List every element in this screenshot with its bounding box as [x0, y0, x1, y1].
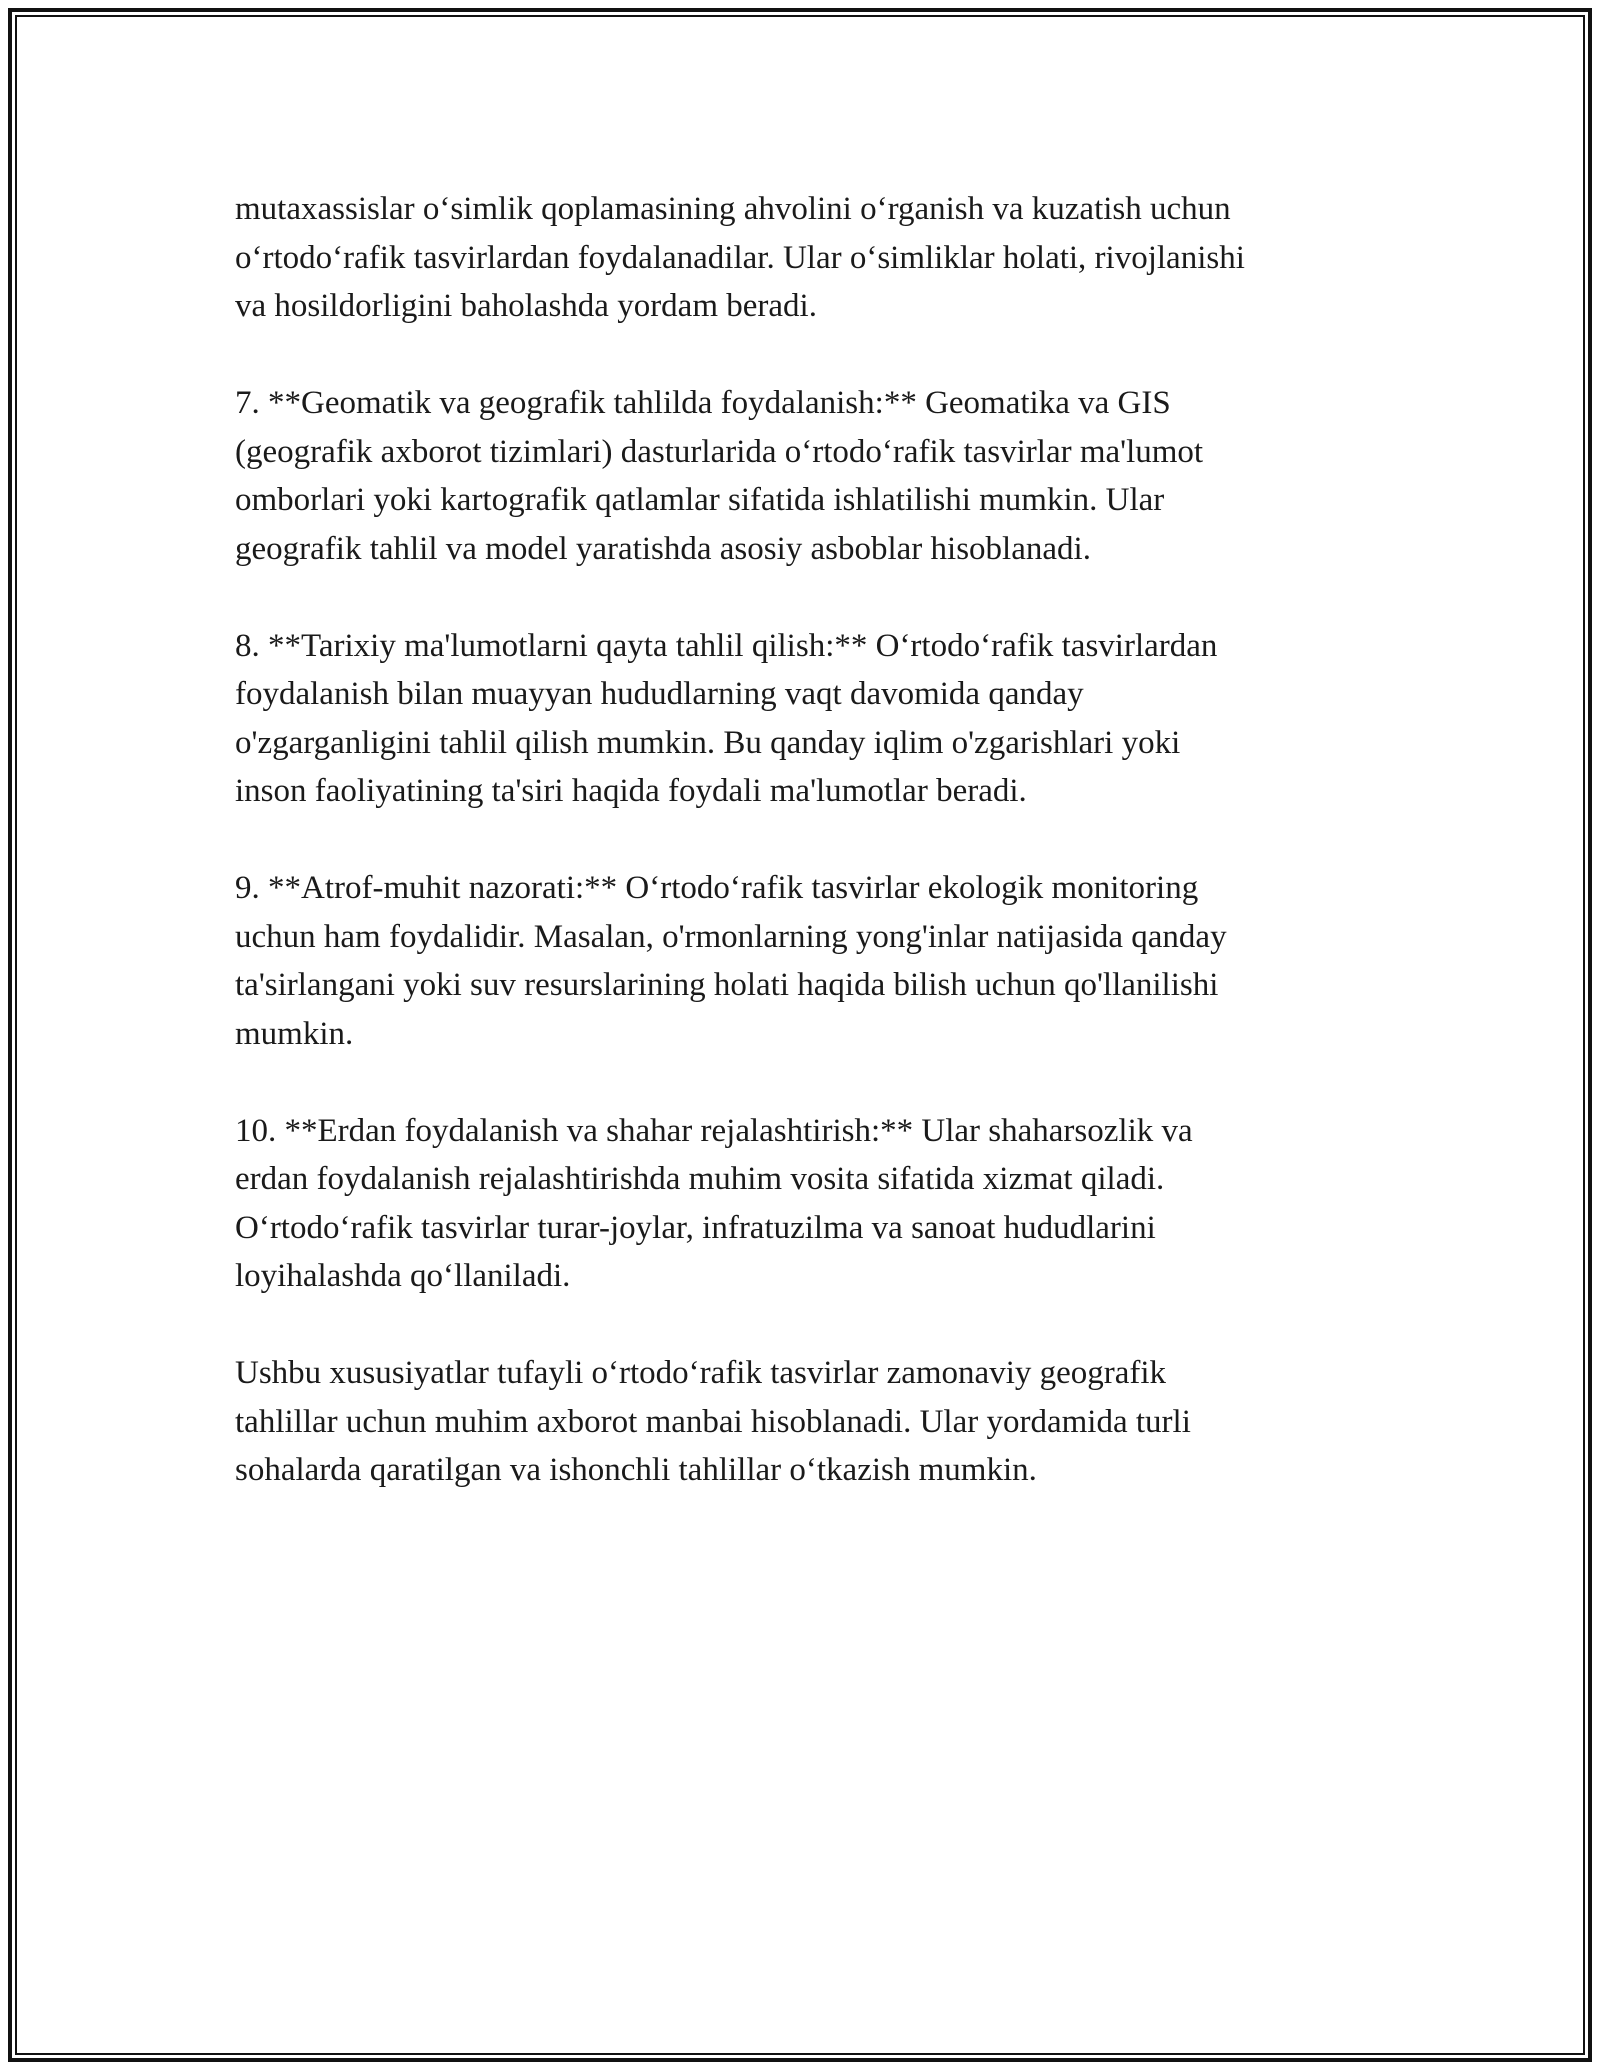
paragraph-plant-monitoring: mutaxassislar o‘simlik qoplamasining ahvolini o‘rganish va kuzatish uchun o‘rtodo‘rafik tasvirlardan foydalanadilar. Ular o‘simliklar holati, rivojlanishi va hosildorligini baholashda yordam beradi.: [235, 191, 1245, 324]
document-body: [235, 185, 1395, 1543]
paragraph-item-10-land-use: 10. **Erdan foydalanish va shahar rejalashtirish:** Ular shaharsozlik va erdan foydalanish rejalashtirishda muhim vosita sifatida xizmat qiladi. O‘rtodo‘rafik tasvirlar turar-joylar, infratuzilma va sanoat hududlarini loyihalashda qo‘llaniladi.: [235, 1112, 1193, 1294]
paragraph-item-9-environment: 9. **Atrof-muhit nazorati:** O‘rtodo‘rafik tasvirlar ekologik monitoring uchun ham foydalidir. Masalan, o'rmonlarning yong'inlar natijasida qanday ta'sirlangani yoki suv resurslarining holati haqida bilish uchun qo'llanilishi mumkin.: [235, 870, 1227, 1052]
paragraph-item-8-historical-data: 8. **Tarixiy ma'lumotlarni qayta tahlil qilish:** O‘rtodo‘rafik tasvirlardan foydalanish bilan muayyan hududlarning vaqt davomida qanday o'zgarganligini tahlil qilish mumkin. Bu qanday iqlim o'zgarishlari yoki inson faoliyatining ta'siri haqida foydali ma'lumotlar beradi.: [235, 627, 1218, 809]
paragraph-conclusion: Ushbu xususiyatlar tufayli o‘rtodo‘rafik tasvirlar zamonaviy geografik tahlillar uchun muhim axborot manbai hisoblanadi. Ular yordamida turli sohalarda qaratilgan va ishonchli tahlillar o‘tkazish mumkin.: [235, 1355, 1191, 1488]
paragraph-item-7-geomatics: 7. **Geomatik va geografik tahlilda foydalanish:** Geomatika va GIS (geografik axborot tizimlari) dasturlarida o‘rtodo‘rafik tasvirlar ma'lumot omborlari yoki kartografik qatlamlar sifatida ishlatilishi mumkin. Ular geografik tahlil va model yaratishda asosiy asboblar hisoblanadi.: [235, 385, 1204, 567]
